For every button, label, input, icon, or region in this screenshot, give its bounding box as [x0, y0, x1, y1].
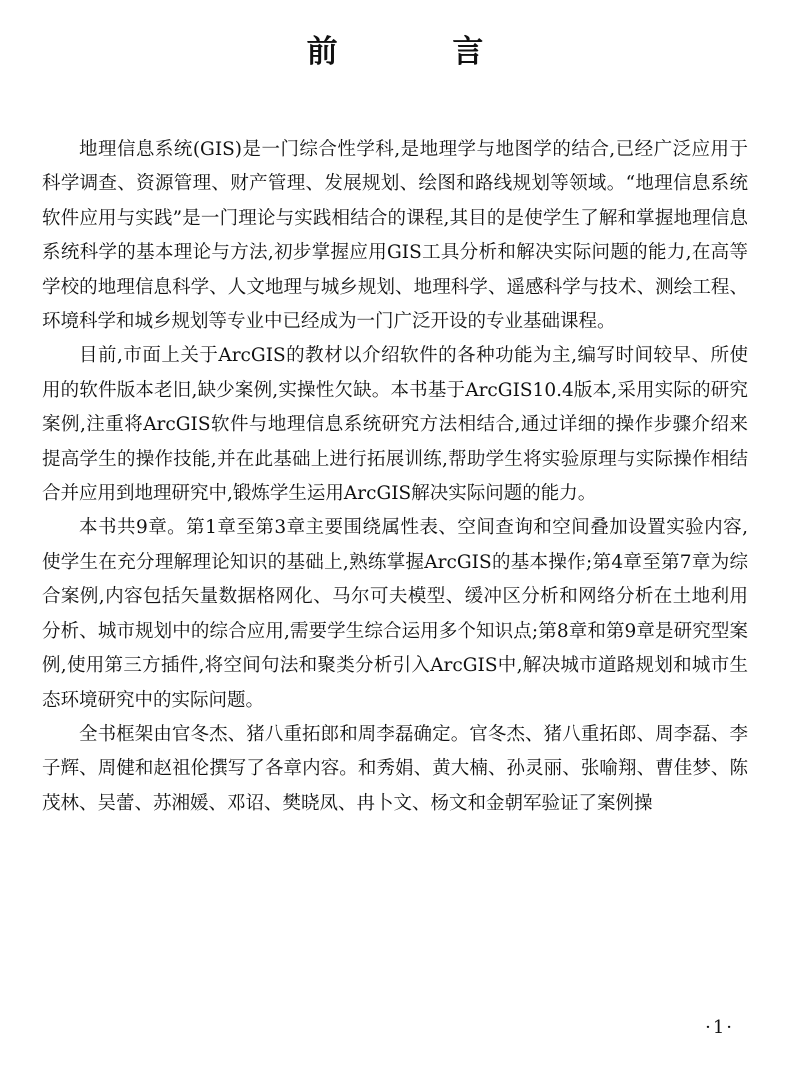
page-title: 前 言 — [306, 34, 536, 70]
paragraph-1: 地理信息系统(GIS)是一门综合性学科,是地理学与地图学的结合,已经广泛应用于科学调查、资源管理、财产管理、发展规划、绘图和路线规划等领域。“地理信息系统软件应用与实践”是一门理论与实践相结合的课程,其目的是使学生了解和掌握地理信息系统科学的基本理论与方法,初步掌握应用GIS工具分析和解决实际问题的能力,在高等学校的地理信息科学、人文地理与城乡规划、地理科学、遥感科学与技术、测绘工程、环境科学和城乡规划等专业中已经成为一门广泛开设的专业基础课程。 — [42, 139, 748, 333]
preface-body — [42, 133, 748, 821]
paragraph-2: 目前,市面上关于ArcGIS的教材以介绍软件的各种功能为主,编写时间较早、所使用的软件版本老旧,缺少案例,实操性欠缺。本书基于ArcGIS10.4版本,采用实际的研究案例,注重将ArcGIS软件与地理信息系统研究方法相结合,通过详细的操作步骤介绍来提高学生的操作技能,并在此基础上进行拓展训练,帮助学生将实验原理与实际操作相结合并应用到地理研究中,锻炼学生运用ArcGIS解决实际问题的能力。 — [42, 345, 748, 505]
paragraph-4: 全书框架由官冬杰、猪八重拓郎和周李磊确定。官冬杰、猪八重拓郎、周李磊、李子辉、周健和赵祖伦撰写了各章内容。和秀娟、黄大楠、孙灵丽、张喻翔、曹佳梦、陈茂林、吴蕾、苏湘媛、邓诏、樊晓凤、冉卜文、杨文和金朝军验证了案例操 — [42, 723, 748, 814]
paragraph-3: 本书共9章。第1章至第3章主要围绕属性表、空间查询和空间叠加设置实验内容,使学生在充分理解理论知识的基础上,熟练掌握ArcGIS的基本操作;第4章至第7章为综合案例,内容包括矢量数据格网化、马尔可夫模型、缓冲区分析和网络分析在土地利用分析、城市规划中的综合应用,需要学生综合运用多个知识点;第8章和第9章是研究型案例,使用第三方插件,将空间句法和聚类分析引入ArcGIS中,解决城市道路规划和城市生态环境研究中的实际问题。 — [42, 517, 748, 711]
page-number: ·1· — [705, 1017, 734, 1038]
